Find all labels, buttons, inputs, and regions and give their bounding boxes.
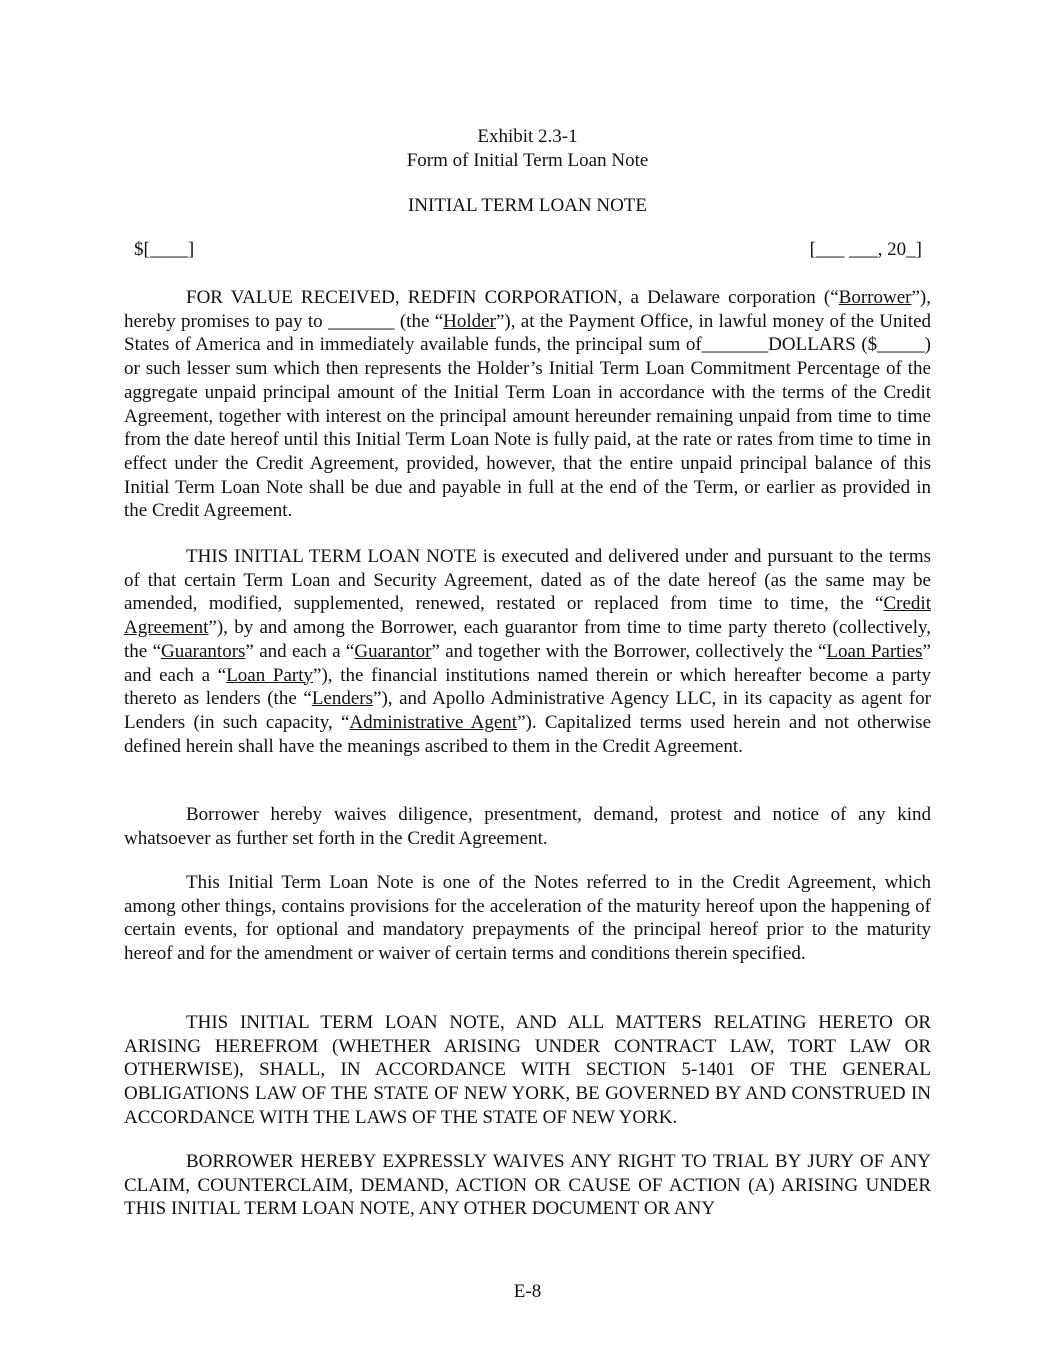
paragraph-jury-waiver: BORROWER HEREBY EXPRESSLY WAIVES ANY RIGHT TO TRIAL BY JURY OF ANY CLAIM, COUNTERCLAIM, DEMAND, ACTION OR CAUSE OF ACTION (A) ARISING UNDER THIS INITIAL TERM LOAN NOTE, ANY OTHER DOCUMENT OR ANY: [124, 1151, 931, 1220]
defined-term-borrower: Borrower: [838, 287, 912, 308]
note-title: INITIAL TERM LOAN NOTE: [407, 195, 648, 216]
paragraph-value-received: FOR VALUE RECEIVED, REDFIN CORPORATION, a Delaware corporation (“Borrower”), hereby promises to pay to _______ (the “Holder”), at the Payment Office, in lawful money of the United States of America and in immediately available funds, the principal sum of_______DOLLARS ($_____) or such lesser sum which then represents the Holder’s Initial Term Loan Commitment Percentage of the aggregate unpaid principal amount of the Initial Term Loan in accordance with the terms of the Credit Agreement, together with interest on the principal amount hereunder remaining unpaid from time to time from the date hereof until this Initial Term Loan Note is fully paid, at the rate or rates from time to time in effect under the Credit Agreement, provided, however, that the entire unpaid principal balance of this Initial Term Loan Note shall be due and payable in full at the end of the Term, or earlier as provided in the Credit Agreement.: [124, 287, 931, 522]
defined-term-holder: Holder: [443, 310, 496, 332]
date-placeholder: [___ ___, 20_]: [809, 239, 922, 260]
paragraph-governing-law: THIS INITIAL TERM LOAN NOTE, AND ALL MATTERS RELATING HERETO OR ARISING HEREFROM (WHETHER ARISING UNDER CONTRACT LAW, TORT LAW OR OTHERWISE), SHALL, IN ACCORDANCE WITH SECTION 5-1401 OF THE GENERAL OBLIGATIONS LAW OF THE STATE OF NEW YORK, BE GOVERNED BY AND CONSTRUED IN ACCORDANCE WITH THE LAWS OF THE STATE OF NEW YORK.: [124, 1012, 931, 1128]
defined-term-credit-agreement: Credit Agreement: [124, 593, 931, 639]
paragraph-notes-reference: This Initial Term Loan Note is one of the Notes referred to in the Credit Agreement, which among other things, contains provisions for the acceleration of the maturity hereof upon the happening of certain events, for optional and mandatory prepayments of the principal hereof prior to the maturity hereof and for the amendment or waiver of certain terms and conditions therein specified.: [124, 872, 931, 965]
defined-term-lenders: Lenders: [311, 688, 374, 710]
page-number: E-8: [513, 1281, 542, 1302]
amount-placeholder: $[____]: [134, 239, 195, 260]
paragraph-credit-agreement: THIS INITIAL TERM LOAN NOTE is executed and delivered under and pursuant to the terms of that certain Term Loan and Security Agreement, dated as of the date hereof (as the same may be amended, modified, supplemented, renewed, restated or replaced from time to time, the “Credit Agreement”), by and among the Borrower, each guarantor from time to time party thereto (collectively, the “Guarantors” and each a “Guarantor” and together with the Borrower, collectively the “Loan Parties” and each a “Loan Party”), the financial institutions named therein or which hereafter become a party thereto as lenders (the “Lenders”), and Apollo Administrative Agency LLC, in its capacity as agent for Lenders (in such capacity, “Administrative Agent”). Capitalized terms used herein and not otherwise defined herein shall have the meanings ascribed to them in the Credit Agreement.: [124, 546, 932, 757]
defined-term-loan-party: Loan Party: [226, 664, 314, 686]
paragraph-waiver-diligence: Borrower hereby waives diligence, presentment, demand, protest and notice of any kind whatsoever as further set forth in the Credit Agreement.: [124, 804, 931, 849]
form-title: Form of Initial Term Loan Note: [406, 150, 649, 171]
defined-term-guarantor: Guarantor: [354, 640, 432, 662]
defined-term-administrative-agent: Administrative Agent: [349, 711, 518, 733]
defined-term-loan-parties: Loan Parties: [826, 640, 923, 662]
exhibit-number: Exhibit 2.3-1: [477, 126, 578, 147]
defined-term-guarantors: Guarantors: [161, 640, 246, 662]
